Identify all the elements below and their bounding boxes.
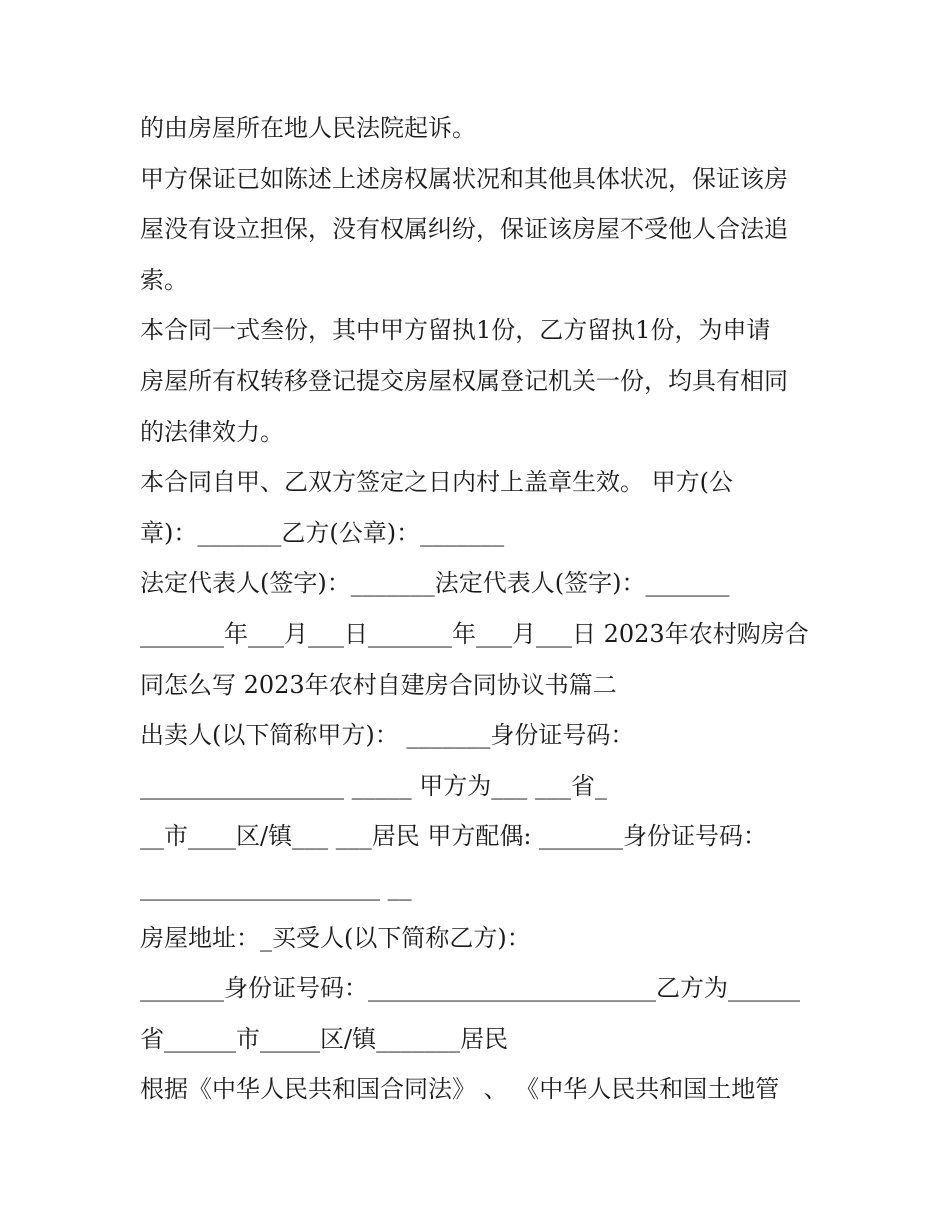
text-line: 章)：_______乙方(公章)：_______	[140, 518, 505, 547]
text-line: 省______市_____区/镇_______居民	[140, 1024, 509, 1053]
text-line: 根据《中华人民共和国合同法》 、 《中华人民共和国土地管	[140, 1075, 780, 1104]
text-line: 房屋所有权转移登记提交房屋权属登记机关一份，均具有相同	[140, 366, 788, 395]
text-line: 的由房屋所在地人民法院起诉。	[140, 114, 476, 142]
text-line: 房屋地址：_买受人(以下简称乙方)：	[140, 923, 531, 952]
contract-text	[140, 103, 820, 1115]
text-line: _________________ _____ 甲方为___ ___省_	[140, 771, 607, 800]
text-line: __市____区/镇___ ___居民 甲方配偶: _______身份证号码：	[140, 822, 768, 851]
text-line: 同怎么写 2023年农村自建房合同协议书篇二	[140, 670, 617, 699]
text-line: 出卖人(以下简称甲方)： _______身份证号码：	[140, 721, 635, 750]
text-line: 索。	[140, 265, 188, 294]
text-line: 本合同一式叁份，其中甲方留执1份，乙方留执1份，为申请	[140, 316, 771, 345]
text-line: ____________________ __	[140, 872, 412, 901]
text-line: 甲方保证已如陈述上述房权属状况和其他具体状况，保证该房	[140, 164, 788, 193]
text-line: _______年___月___日_______年___月___日 2023年农村购房合	[140, 619, 809, 648]
text-line: 屋没有设立担保，没有权属纠纷，保证该房屋不受他人合法追	[140, 215, 788, 244]
text-line: _______身份证号码：________________________乙方为______	[140, 974, 800, 1003]
text-line: 的法律效力。	[140, 417, 284, 446]
text-line: 法定代表人(签字)：_______法定代表人(签字)：_______	[140, 569, 730, 598]
text-line: 本合同自甲、乙双方签定之日内村上盖章生效。 甲方(公	[140, 468, 733, 497]
